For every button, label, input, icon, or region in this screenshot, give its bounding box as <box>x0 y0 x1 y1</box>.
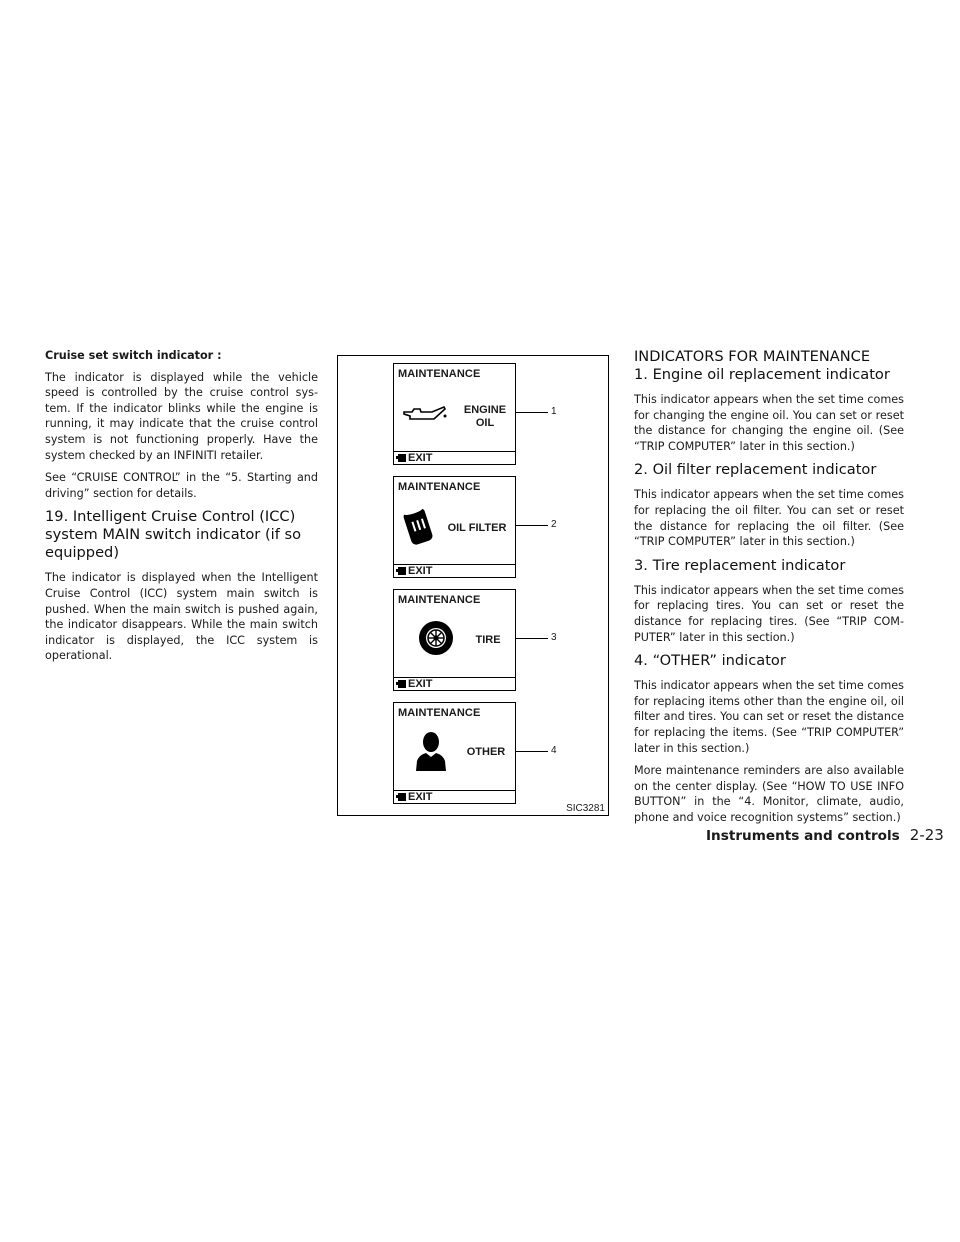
tire-paragraph: This indicator appears when the set time comes for replacing tires. You can set or reset the distance for replacing tires. (See “TRIP COM- PUTER” later in this section.) <box>634 583 904 644</box>
engine-oil-paragraph: This indicator appears when the set time comes for changing the engine oil. You can set or reset the distance for changing the engine oil. (See “TRIP COMPUTER” later in this section.) <box>634 393 904 453</box>
cruise-set-paragraph: The indicator is displayed while the vehicle speed is controlled by the cruise control sys- tem. If the indicator blinks while the engine is running, it may indicate that the cruise control system is not functioning properly. Have the system checked by an INFINITI retailer. <box>45 370 318 462</box>
panel-title: MAINTENANCE <box>398 594 481 606</box>
left-column <box>45 348 318 671</box>
icc-paragraph: The indicator is displayed when the Intelligent Cruise Control (ICC) system main switch is pushed. When the main switch is pushed again, the indicator disappears. While the main switch indicator is displayed, the ICC system is operational. <box>45 571 318 663</box>
panel-exit-label: EXIT <box>408 565 433 577</box>
maintenance-panel-tire <box>393 589 516 691</box>
callout-leader <box>516 638 548 639</box>
maintenance-panel-oil-filter <box>393 476 516 578</box>
panel-label-line1: OTHER <box>466 746 506 758</box>
center-display-paragraph: More maintenance reminders are also available on the center display. (See “HOW TO USE INFO BUTTON” in the “4. Monitor, climate, audio, phone and voice recognition systems” section.) <box>634 764 904 824</box>
tire-icon <box>418 620 454 656</box>
cruise-set-heading: Cruise set switch indicator : <box>45 349 222 362</box>
panel-label-line1: TIRE <box>475 634 501 646</box>
callout-leader <box>516 412 548 413</box>
tire-heading: 3. Tire replacement indicator <box>634 556 846 574</box>
exit-icon <box>398 793 406 801</box>
oil-filter-paragraph: This indicator appears when the set time comes for replacing the oil filter. You can set or reset the distance for replacing the oil filter. (See “TRIP COMPUTER” later in this section.) <box>634 488 904 549</box>
callout-leader <box>516 751 548 752</box>
maintenance-heading: INDICATORS FOR MAINTENANCE <box>634 348 871 365</box>
maintenance-figure <box>337 355 609 816</box>
maintenance-panel-other <box>393 702 516 804</box>
exit-icon <box>398 454 406 462</box>
exit-icon <box>398 567 406 575</box>
right-column <box>634 348 904 832</box>
callout-number: 4 <box>551 745 557 756</box>
panel-exit-label: EXIT <box>408 678 433 690</box>
panel-label-line1: OIL FILTER <box>447 522 507 534</box>
figure-code: SIC3281 <box>566 803 605 814</box>
panel-title: MAINTENANCE <box>398 707 481 719</box>
other-heading: 4. “OTHER” indicator <box>634 652 786 670</box>
callout-leader <box>516 525 548 526</box>
oil-filter-heading: 2. Oil filter replacement indicator <box>634 461 877 479</box>
panel-exit <box>398 452 432 464</box>
panel-exit <box>398 565 432 577</box>
oil-can-icon <box>400 402 448 426</box>
other-paragraph: This indicator appears when the set time comes for replacing items other than the engine oil, oil filter and tires. You can set or reset the distance for replacing the items. (See “TRIP COMPUTER” later in this section.) <box>634 679 904 755</box>
footer-section-title: Instruments and controls <box>706 828 900 844</box>
page-footer <box>706 826 944 844</box>
panel-exit-label: EXIT <box>408 791 433 803</box>
panel-title: MAINTENANCE <box>398 481 481 493</box>
engine-oil-heading: 1. Engine oil replacement indicator <box>634 366 890 383</box>
cruise-control-reference: See “CRUISE CONTROL” in the “5. Starting and driving” section for details. <box>45 471 318 500</box>
callout-number: 3 <box>551 632 557 643</box>
panel-label-line2: OIL <box>475 417 495 429</box>
panel-exit-label: EXIT <box>408 452 433 464</box>
exit-icon <box>398 680 406 688</box>
panel-exit <box>398 678 432 690</box>
maintenance-panel-engine-oil <box>393 363 516 465</box>
callout-number: 1 <box>551 406 557 417</box>
page-number: 2-23 <box>909 826 944 844</box>
panel-title: MAINTENANCE <box>398 368 481 380</box>
oil-filter-icon <box>402 505 436 547</box>
callout-number: 2 <box>551 519 557 530</box>
panel-label-line1: ENGINE <box>463 404 507 416</box>
person-icon <box>414 731 448 771</box>
icc-heading: 19. Intelligent Cruise Control (ICC) system MAIN switch indicator (if so equipped) <box>45 508 301 562</box>
panel-exit <box>398 791 432 803</box>
